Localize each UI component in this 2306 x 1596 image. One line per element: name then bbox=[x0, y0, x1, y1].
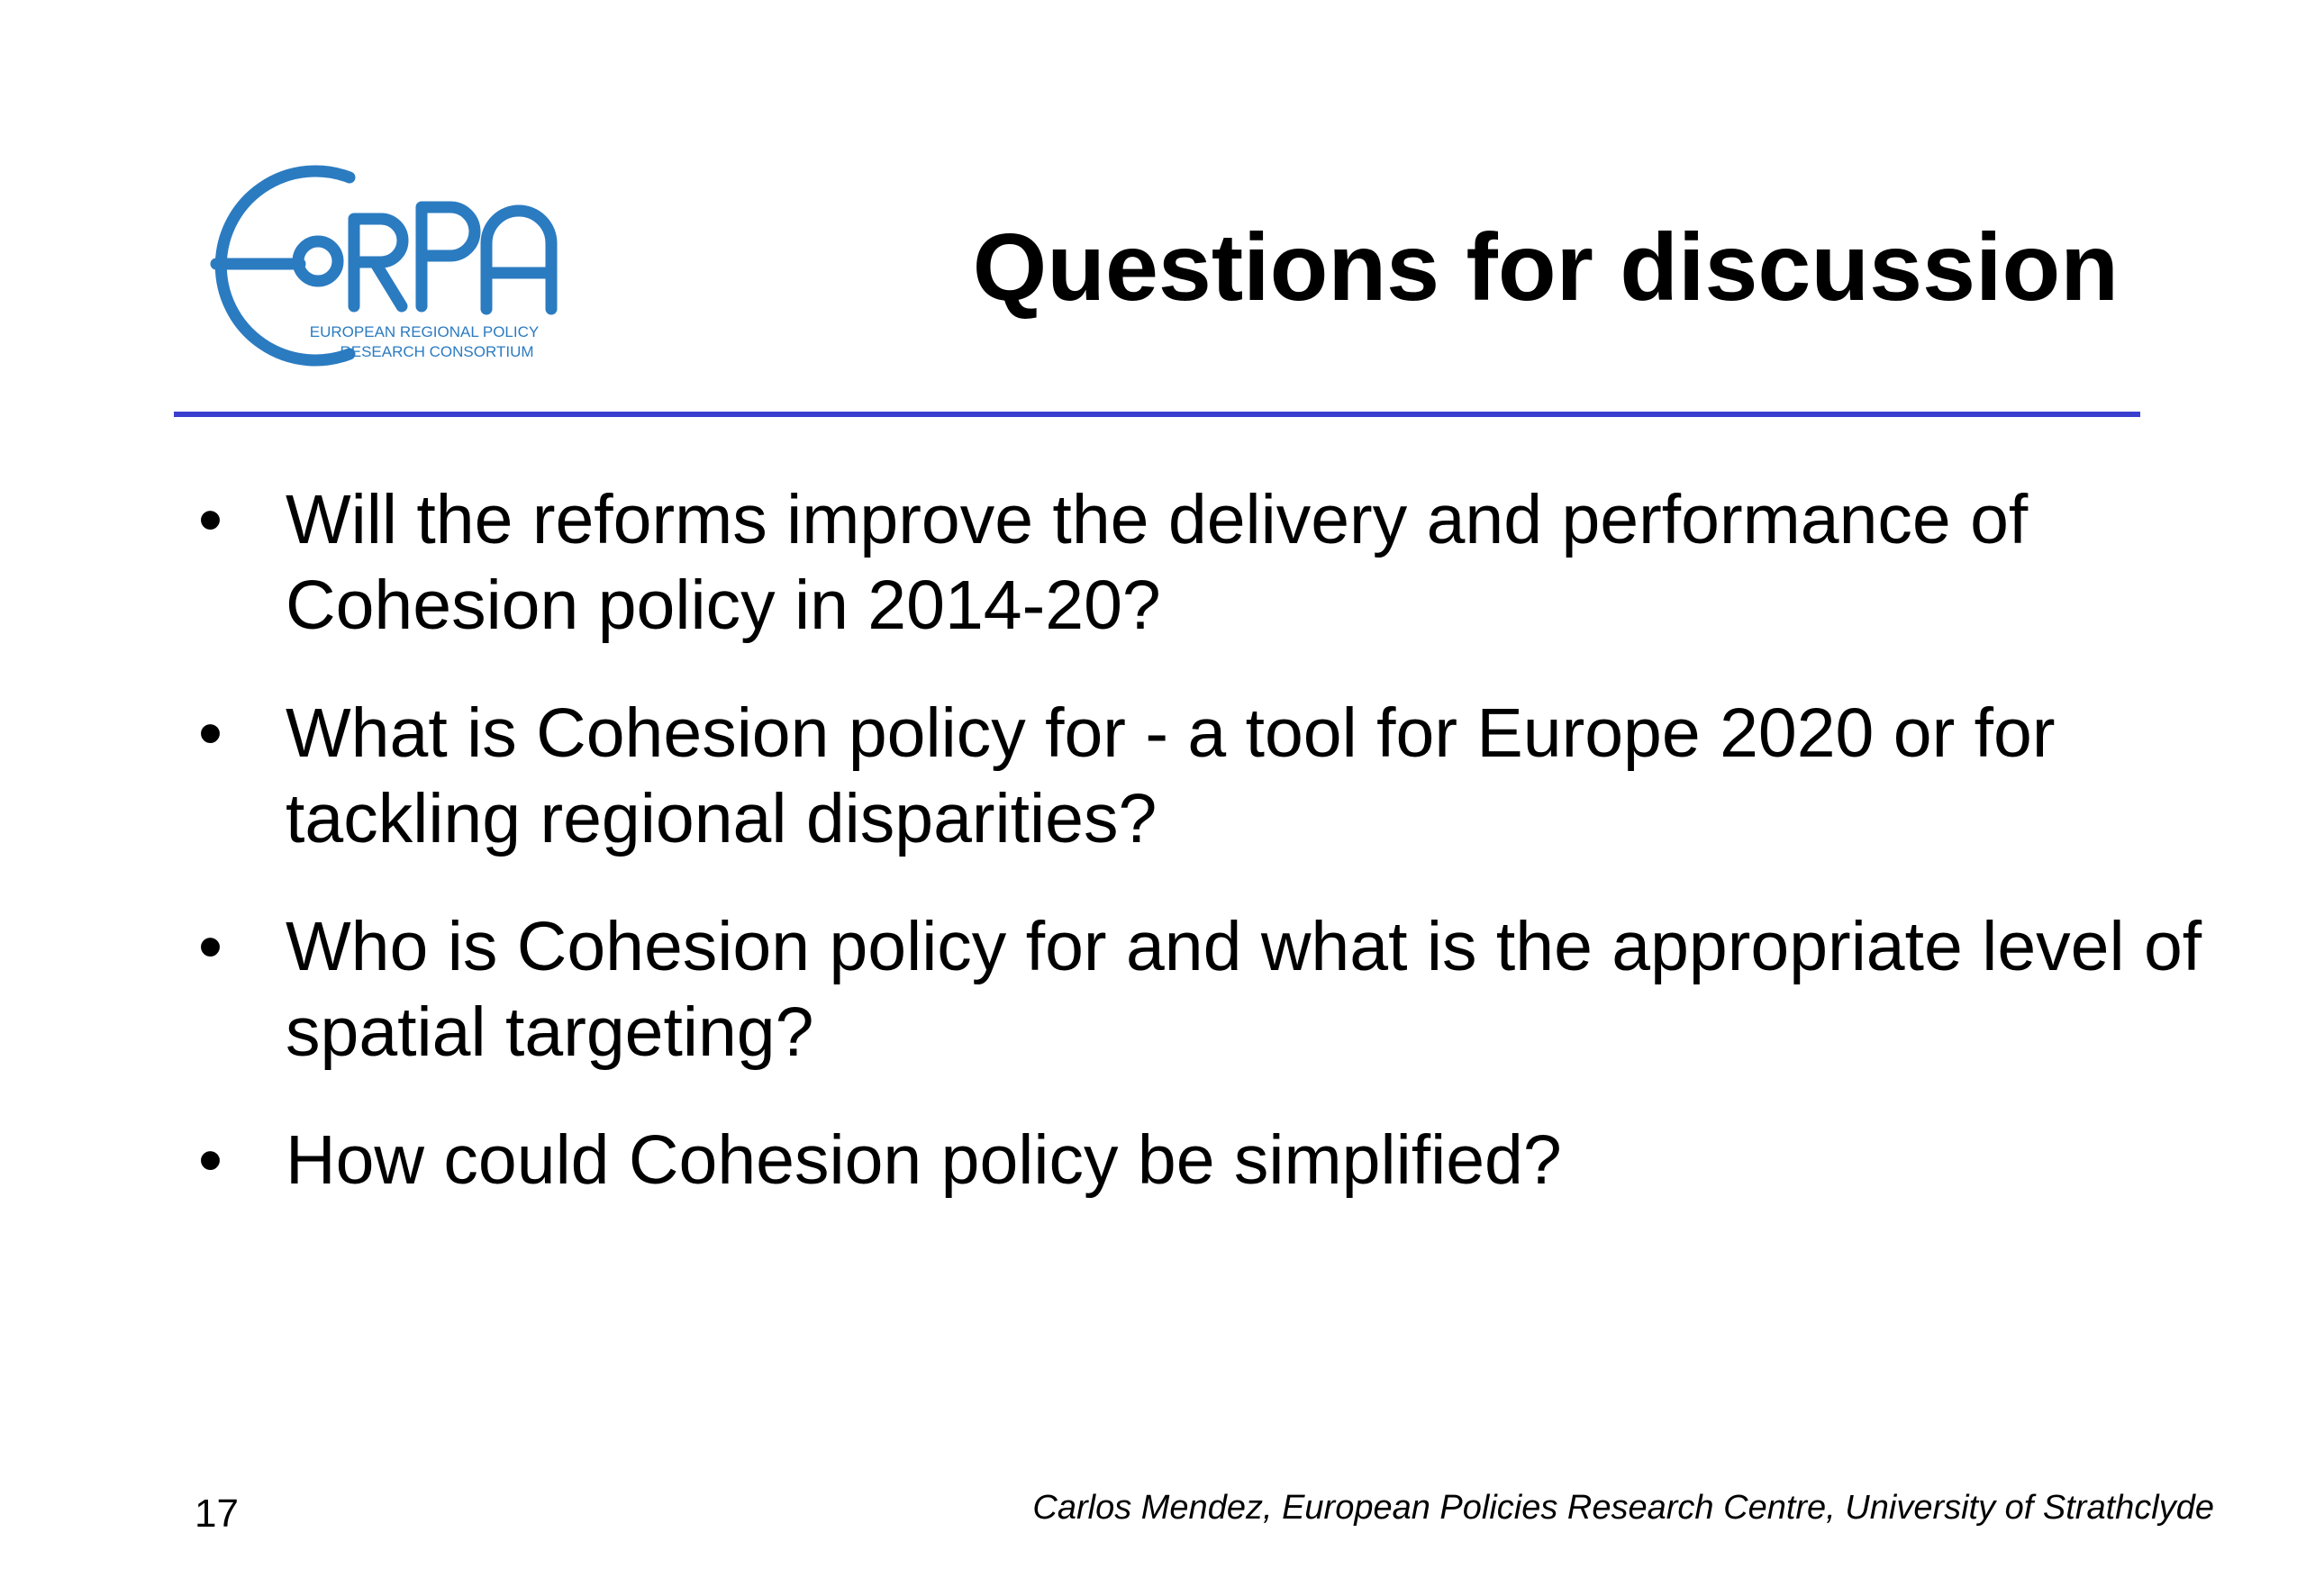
eorpa-logo-graphic bbox=[205, 158, 566, 367]
bullet-text: How could Cohesion policy be simplified? bbox=[286, 1121, 1562, 1199]
bullet-item bbox=[198, 691, 2225, 862]
bullet-item bbox=[198, 477, 2225, 648]
eorpa-logo bbox=[205, 158, 566, 367]
bullet-dot-icon: • bbox=[198, 1121, 222, 1199]
logo-tagline-line1: EUROPEAN REGIONAL POLICY bbox=[309, 323, 540, 340]
bullet-text: What is Cohesion policy for - a tool for Europe 2020 or for tackling regional disparities? bbox=[286, 694, 2056, 857]
slide-title: Questions for discussion bbox=[972, 214, 2119, 321]
logo-tagline-line2: RESEARCH CONSORTIUM bbox=[340, 343, 534, 360]
bullet-dot-icon: • bbox=[198, 481, 222, 558]
footer-credit: Carlos Mendez, European Policies Research Centre, University of Strathclyde bbox=[1032, 1489, 2214, 1527]
bullet-dot-icon: • bbox=[198, 694, 222, 772]
bullet-text: Will the reforms improve the delivery and performance of Cohesion policy in 2014-20? bbox=[286, 481, 2029, 644]
page-number: 17 bbox=[195, 1492, 239, 1536]
bullet-list bbox=[198, 477, 2225, 1246]
title-divider bbox=[174, 412, 2140, 417]
bullet-dot-icon: • bbox=[198, 908, 222, 985]
bullet-item bbox=[198, 904, 2225, 1075]
bullet-text: Who is Cohesion policy for and what is the appropriate level of spatial targeting? bbox=[286, 908, 2202, 1071]
bullet-item bbox=[198, 1118, 2225, 1203]
